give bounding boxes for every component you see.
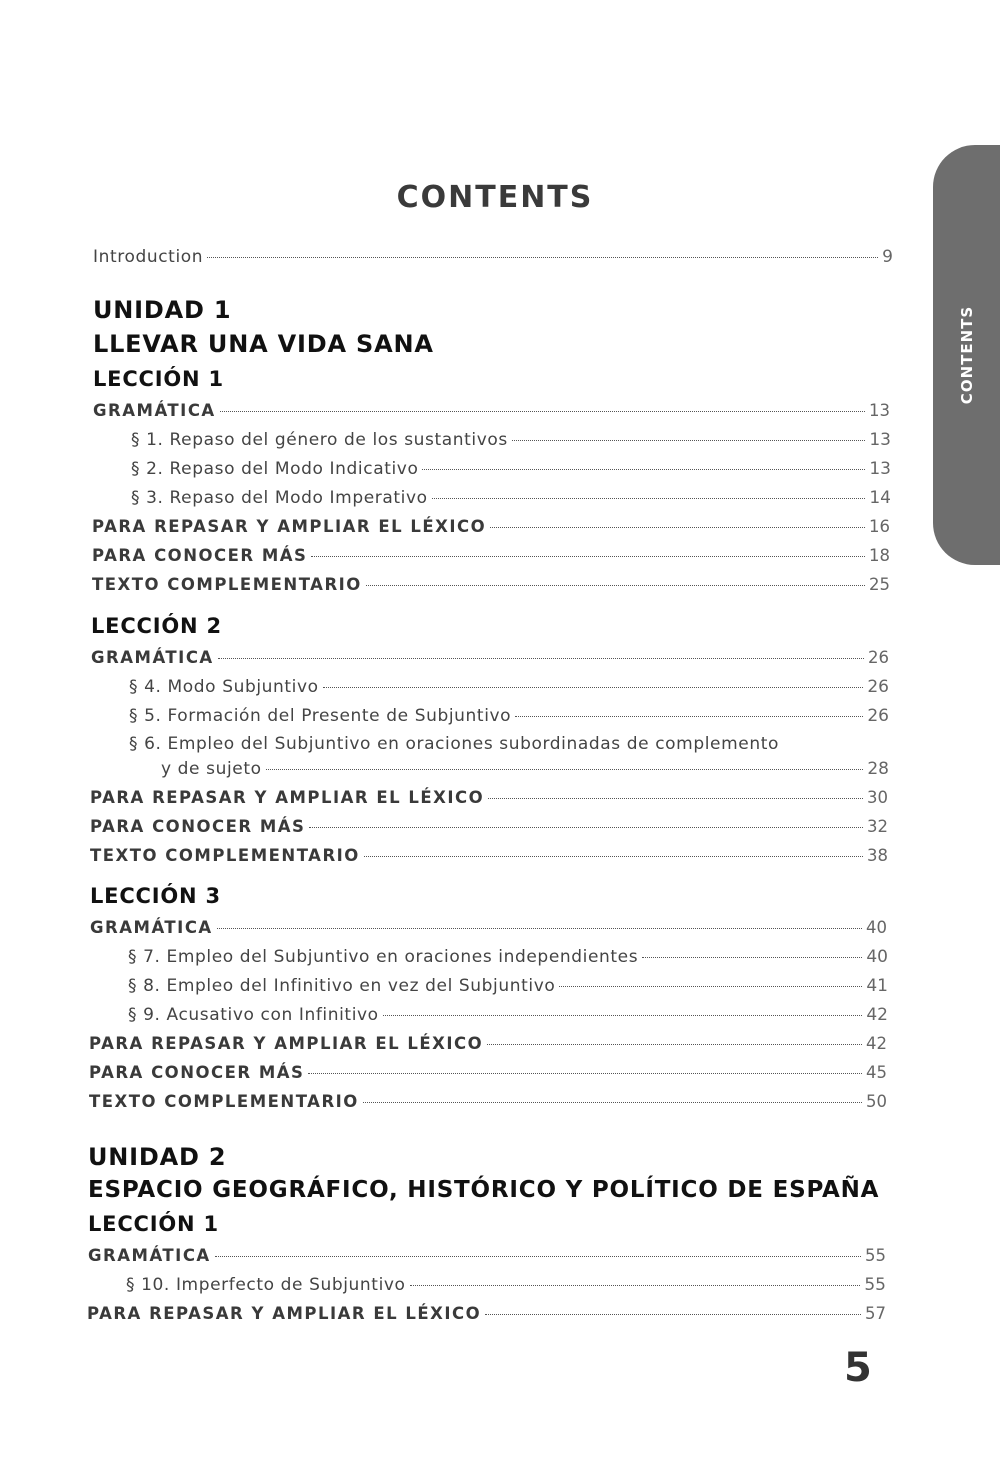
toc-entry-section[interactable]: § 9. Acusativo con Infinitivo 42 [128,1005,888,1025]
toc-entry-gramatica[interactable]: GRAMÁTICA 26 [91,648,889,667]
toc-entry-section-continued[interactable]: y de sujeto 28 [161,759,889,779]
toc-entry-gramatica[interactable]: GRAMÁTICA 13 [93,401,890,420]
u1-lesson-1-title: LECCIÓN 1 [93,367,224,391]
toc-entry-texto[interactable]: TEXTO COMPLEMENTARIO 38 [90,846,888,865]
unit-2-name: ESPACIO GEOGRÁFICO, HISTÓRICO Y POLÍTICO DE ESPAÑA [88,1177,880,1203]
toc-entry-section[interactable]: § 8. Empleo del Infinitivo en vez del Subjuntivo 41 [128,976,888,996]
unit-1-title: UNIDAD 1 [93,296,232,324]
toc-entry-section[interactable]: § 1. Repaso del género de los sustantivos 13 [131,430,891,450]
toc-entry-lexico[interactable]: PARA REPASAR Y AMPLIAR EL LÉXICO 30 [90,788,888,807]
u2-lesson-1-title: LECCIÓN 1 [88,1212,219,1236]
toc-entry-section[interactable]: § 7. Empleo del Subjuntivo en oraciones independientes 40 [128,947,888,967]
toc-entry-section-line1[interactable]: § 6. Empleo del Subjuntivo en oraciones subordinadas de complemento [129,734,779,754]
page-title: CONTENTS [396,180,594,215]
unit-2-title: UNIDAD 2 [88,1143,227,1171]
toc-entry-section[interactable]: § 4. Modo Subjuntivo 26 [129,677,889,697]
toc-entry-section[interactable]: § 2. Repaso del Modo Indicativo 13 [131,459,891,479]
contents-side-tab[interactable] [933,145,1000,565]
toc-entry-conocer[interactable]: PARA CONOCER MÁS 32 [90,817,888,836]
toc-entry-texto[interactable]: TEXTO COMPLEMENTARIO 50 [89,1092,887,1111]
toc-entry-lexico[interactable]: PARA REPASAR Y AMPLIAR EL LÉXICO 16 [92,517,890,536]
page-number: 5 [844,1345,872,1391]
u1-lesson-3-title: LECCIÓN 3 [90,884,221,908]
toc-entry-gramatica[interactable]: GRAMÁTICA 55 [88,1246,886,1265]
toc-entry-conocer[interactable]: PARA CONOCER MÁS 18 [92,546,890,565]
toc-entry-conocer[interactable]: PARA CONOCER MÁS 45 [89,1063,887,1082]
u1-lesson-2-title: LECCIÓN 2 [91,614,222,638]
unit-1-name: LLEVAR UNA VIDA SANA [93,330,434,358]
toc-entry-section[interactable]: § 10. Imperfecto de Subjuntivo 55 [126,1275,886,1295]
toc-entry-section[interactable]: § 5. Formación del Presente de Subjuntivo 26 [129,706,889,726]
side-tab-label: CONTENTS [957,305,976,405]
toc-entry-texto[interactable]: TEXTO COMPLEMENTARIO 25 [92,575,890,594]
toc-entry-gramatica[interactable]: GRAMÁTICA 40 [90,918,887,937]
toc-entry-section[interactable]: § 3. Repaso del Modo Imperativo 14 [131,488,891,508]
toc-entry-lexico[interactable]: PARA REPASAR Y AMPLIAR EL LÉXICO 42 [89,1034,887,1053]
toc-entry-lexico[interactable]: PARA REPASAR Y AMPLIAR EL LÉXICO 57 [87,1304,886,1323]
toc-entry-introduction[interactable]: Introduction 9 [93,247,893,267]
